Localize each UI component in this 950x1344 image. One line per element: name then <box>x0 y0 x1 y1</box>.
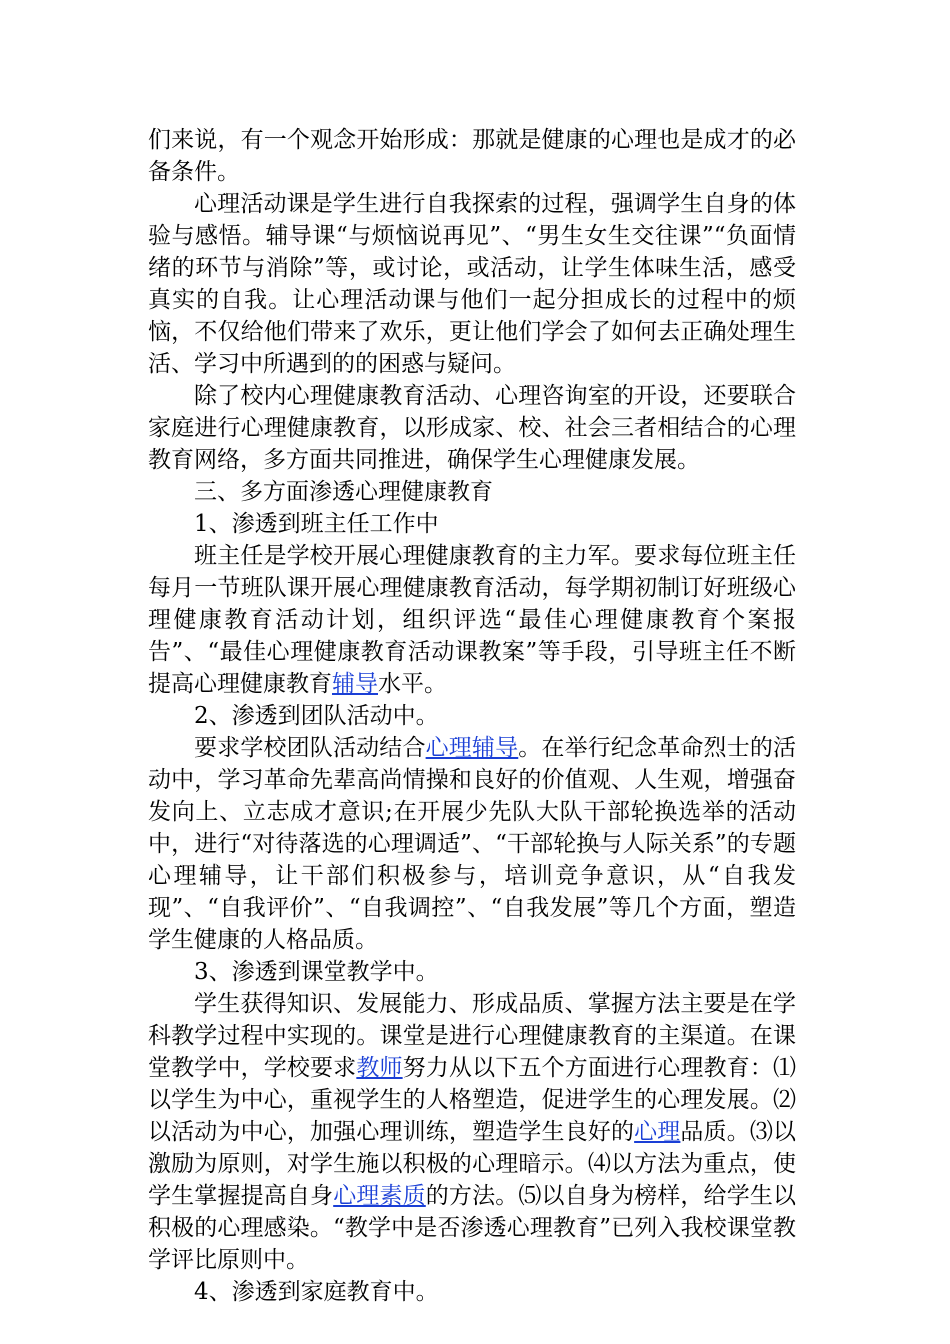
paragraph-activity-class: 心理活动课是学生进行自我探索的过程，强调学生自身的体验与感悟。辅导课“与烦恼说再见”、“男生女生交往课”“负面情绪的环节与消除”等，或讨论，或活动，让学生体味生活，感受真实的自我。让心理活动课与他们一起分担成长的过程中的烦恼，不仅给他们带来了欢乐，更让他们学会了如何去正确处理生活、学习中所遇到的的困惑与疑问。 <box>148 191 796 377</box>
paragraph-classroom <box>148 988 796 1276</box>
paragraph-team-activity <box>148 732 796 956</box>
paragraph-head-teacher <box>148 540 796 700</box>
link-xinli-suzhi[interactable]: 心理素质 <box>333 1183 426 1209</box>
link-xinli[interactable]: 心理 <box>634 1119 681 1145</box>
paragraph-text: 水平。 <box>378 671 447 697</box>
subheading-2: 2、渗透到团队活动中。 <box>194 703 439 729</box>
link-jiaoshi[interactable]: 教师 <box>356 1055 403 1081</box>
paragraph-text: 品质。⑶以激励为原则，对学生施以积极的心理暗示。⑷以方法为重点，使学生掌握提高自身 <box>148 1119 797 1209</box>
subheading-3: 3、渗透到课堂教学中。 <box>194 959 439 985</box>
section-heading-3: 三、多方面渗透心理健康教育 <box>194 479 493 505</box>
link-xinli-fudao[interactable]: 心理辅导 <box>425 735 519 761</box>
paragraph-family-cooperation: 除了校内心理健康教育活动、心理咨询室的开设，还要联合家庭进行心理健康教育，以形成家、校、社会三者相结合的心理教育网络，多方面共同推进，确保学生心理健康发展。 <box>148 383 796 473</box>
link-fudao[interactable]: 辅导 <box>332 671 378 697</box>
document-body <box>148 124 796 1308</box>
paragraph-text: 学生获得知识、发展能力、形成品质、掌握方法主要是在学科教学过程中实现的。课堂是进行心理健康教育的主渠道。在课堂教学中，学校要求 <box>148 991 796 1081</box>
paragraph-text: 要求学校团队活动结合 <box>194 735 426 761</box>
subheading-1: 1、渗透到班主任工作中 <box>194 511 439 537</box>
paragraph-text: 班主任是学校开展心理健康教育的主力军。要求每位班主任每月一节班队课开展心理健康教育活动，每学期初制订好班级心理健康教育活动计划，组织评选“最佳心理健康教育个案报告”、“最佳心理健康教育活动课教案”等手段，引导班主任不断提高心理健康教育 <box>148 543 796 697</box>
paragraph-text: 的方法。⑸以自身为榜样，给学生以积极的心理感染。“教学中是否渗透心理教育”已列入我校课堂教学评比原则中。 <box>148 1183 797 1273</box>
paragraph-text: 努力从以下五个方面进行心理教育：⑴以学生为中心，重视学生的人格塑造，促进学生的心理发展。⑵以活动为中心，加强心理训练，塑造学生良好的 <box>148 1055 797 1145</box>
paragraph-text: 。在举行纪念革命烈士的活动中，学习革命先辈高尚情操和良好的价值观、人生观，增强奋发向上、立志成才意识;在开展少先队大队干部轮换选举的活动中，进行“对待落选的心理调适”、“干部轮换与人际关系”的专题心理辅导，让干部们积极参与，培训竞争意识，从“自我发现”、“自我评价”、“自我调控”、“自我发展”等几个方面，塑造学生健康的人格品质。 <box>148 735 797 953</box>
subheading-4: 4、渗透到家庭教育中。 <box>194 1279 439 1305</box>
paragraph-continuation: 们来说，有一个观念开始形成：那就是健康的心理也是成才的必备条件。 <box>148 127 796 185</box>
